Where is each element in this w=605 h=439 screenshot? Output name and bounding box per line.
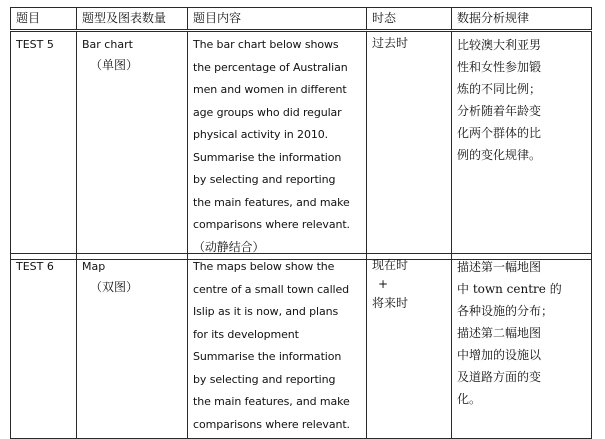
analysis-cell (452, 254, 592, 439)
type-cell (77, 32, 188, 260)
analysis-line: 描述第一幅地图 (457, 260, 542, 274)
analysis-line: 炼的不同比例； (457, 82, 542, 96)
content-cell (188, 32, 367, 260)
table-row (11, 254, 592, 439)
content-line: The maps below show the (193, 260, 335, 273)
content-note: （动静结合） (193, 239, 265, 254)
content-line: comparisons where relevant. (193, 417, 350, 431)
tense-text: 过去时 (372, 36, 409, 50)
chart-type: Map (82, 260, 106, 273)
analysis-line: 各种设施的分布； (457, 304, 554, 318)
content-line: centre of a small town called (193, 282, 350, 296)
content-line: men and women in different (193, 83, 347, 96)
analysis-line: 化两个群体的比 (457, 126, 542, 140)
tense-text: 将来时 (372, 296, 409, 310)
test-id-cell (11, 254, 77, 439)
test-id: TEST 5 (16, 38, 54, 51)
analysis-line: 化。 (457, 392, 482, 406)
content-line: by selecting and reporting (193, 372, 336, 386)
tense-text: 现在时 (372, 258, 409, 272)
tense-cell (367, 32, 452, 260)
content-line: Summarise the information (193, 150, 342, 164)
content-line: by selecting and reporting (193, 173, 336, 186)
header-cell-content: 题目内容 (188, 8, 367, 30)
chart-count: （双图） (90, 280, 139, 294)
content-line: Summarise the information (193, 350, 342, 363)
content-line: The bar chart below shows (193, 38, 339, 51)
analysis-line: 例的变化规律。 (457, 148, 542, 162)
content-line: the percentage of Australian (193, 60, 348, 74)
analysis-line: 比较澳大利亚男 (457, 38, 542, 52)
header-cell-analysis: 数据分析规律 (452, 8, 592, 30)
analysis-line: 分析随着年龄变 (457, 104, 542, 118)
header-cell-title: 题目 (11, 8, 77, 30)
analysis-line: 中 town centre 的 (457, 282, 562, 296)
header-cell-type: 题型及图表数量 (77, 8, 188, 30)
table-row (11, 32, 592, 260)
content-line: for its development (193, 327, 299, 341)
tense-cell (367, 254, 452, 439)
header-cell-tense: 时态 (367, 8, 452, 30)
table-header (10, 7, 592, 30)
tense-plus: + (378, 277, 389, 291)
test-id: TEST 6 (16, 260, 54, 273)
analysis-line: 性和女性参加锻 (457, 60, 542, 74)
content-line: the main features, and make (193, 395, 350, 408)
content-line: physical activity in 2010. (193, 128, 329, 141)
content-cell (188, 254, 367, 439)
type-cell (77, 254, 188, 439)
table-test-6 (10, 253, 592, 439)
content-line: the main features, and make (193, 195, 350, 209)
chart-type: Bar chart (82, 38, 133, 51)
test-id-cell (11, 32, 77, 260)
header-row (11, 8, 592, 30)
chart-count: （单图） (90, 58, 139, 72)
content-line: age groups who did regular (193, 105, 342, 119)
analysis-line: 及道路方面的变 (457, 370, 542, 384)
table-test-5 (10, 31, 592, 260)
analysis-line: 中增加的设施以 (457, 348, 542, 362)
content-line: Islip as it is now, and plans (193, 305, 339, 318)
analysis-cell (452, 32, 592, 260)
analysis-line: 描述第二幅地图 (457, 326, 542, 340)
content-line: comparisons where relevant. (193, 218, 350, 231)
